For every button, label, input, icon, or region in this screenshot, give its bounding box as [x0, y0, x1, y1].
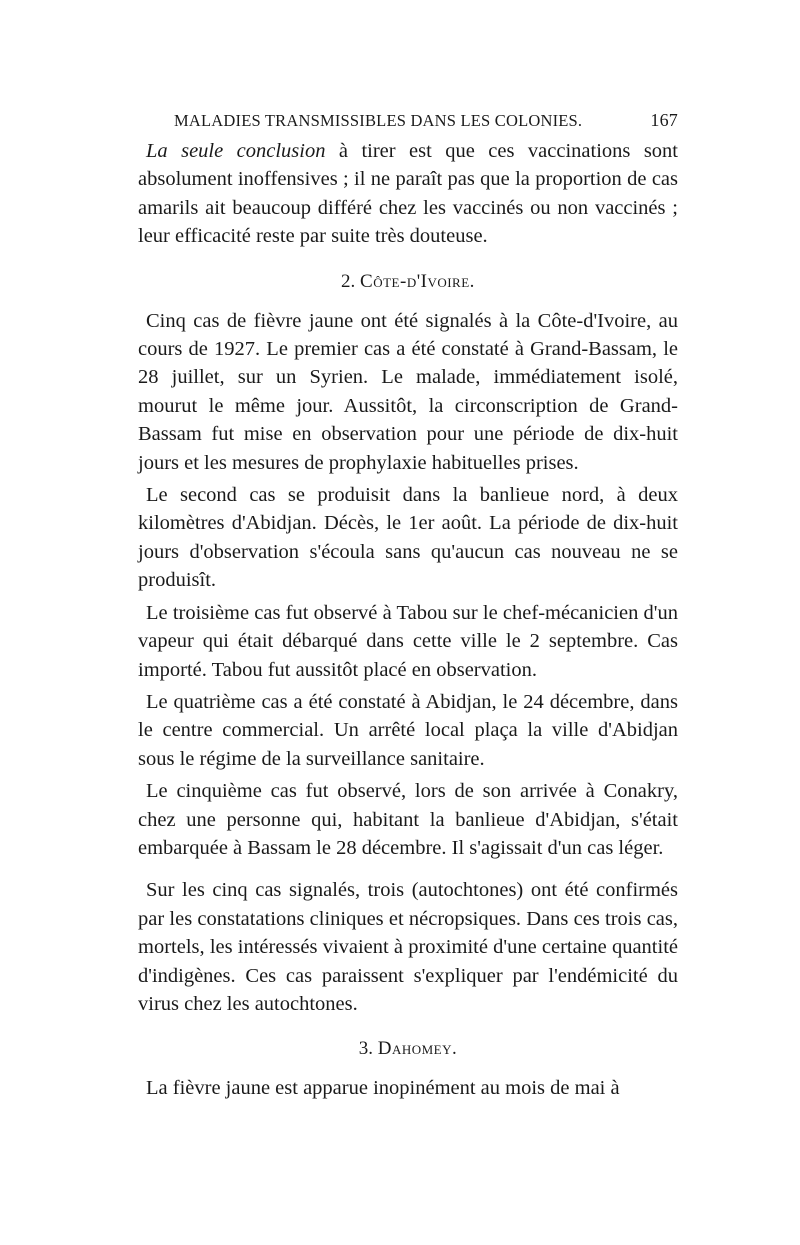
section-title: Dahomey.	[377, 1038, 458, 1060]
running-head	[174, 110, 678, 131]
paragraph: Le troisième cas fut observé à Tabou sur le chef-mécanicien d'un vapeur qui était débarqué dans cette ville le 2 septembre. Cas importé. Tabou fut aussitôt placé en observation.	[138, 601, 678, 681]
section-heading-dahomey	[138, 1038, 678, 1060]
italic-lead: La seule conclusion	[146, 140, 326, 162]
paragraph: Cinq cas de fièvre jaune ont été signalés à la Côte-d'Ivoire, au cours de 1927. Le premier cas a été constaté à Grand-Bassam, le 28 juillet, sur un Syrien. Le malade, immédiatement isolé, mourut le même jour. Aussitôt, la circonscription de Grand-Bassam fut mise en observation pour une période de dix-huit jours et les mesures de prophylaxie habituelles prises.	[138, 309, 678, 474]
paragraph: Le quatrième cas a été constaté à Abidjan, le 24 décembre, dans le centre commercial. Un arrêté local plaça la ville d'Abidjan sous le régime de la surveillance sanitaire.	[138, 690, 678, 770]
running-head-title: MALADIES TRANSMISSIBLES DANS LES COLONIES.	[174, 111, 583, 130]
paragraph: Le second cas se produisit dans la banlieue nord, à deux kilomètres d'Abidjan. Décès, le 1er août. La période de dix-huit jours d'observation s'écoula sans qu'aucun cas nouveau ne se produisît.	[138, 484, 678, 592]
paragraph: Le cinquième cas fut observé, lors de son arrivée à Conakry, chez une personne qui, habitant la banlieue d'Abidjan, s'était embarquée à Bassam le 28 décembre. Il s'agissait d'un cas léger.	[138, 780, 678, 859]
paragraph-conclusion	[138, 137, 678, 251]
section-number: 3.	[358, 1038, 373, 1060]
document-page	[138, 110, 678, 1107]
paragraph: Sur les cinq cas signalés, trois (autochtones) ont été confirmés par les constatations cliniques et nécropsiques. Dans ces trois cas, mortels, les intéressés vivaient à proximité d'une certaine quantité d'indigènes. Ces cas paraissent s'expliquer par l'endémicité du virus chez les autochtones.	[138, 879, 678, 1015]
page-number: 167	[650, 110, 678, 130]
section-number: 2.	[341, 270, 356, 292]
section-heading-cote-divoire	[138, 271, 678, 293]
paragraph-conclusion-body: à tirer est que ces vaccinations sont absolument inoffensives ; il ne paraît pas que la proportion de cas amarils ait beaucoup différé chez les vaccinés ou non vaccinés ; leur efficacité reste par suite très douteuse.	[138, 140, 678, 248]
paragraph: La fièvre jaune est apparue inopinément au mois de mai à	[146, 1077, 620, 1100]
section-title: Côte-d'Ivoire.	[360, 270, 475, 292]
